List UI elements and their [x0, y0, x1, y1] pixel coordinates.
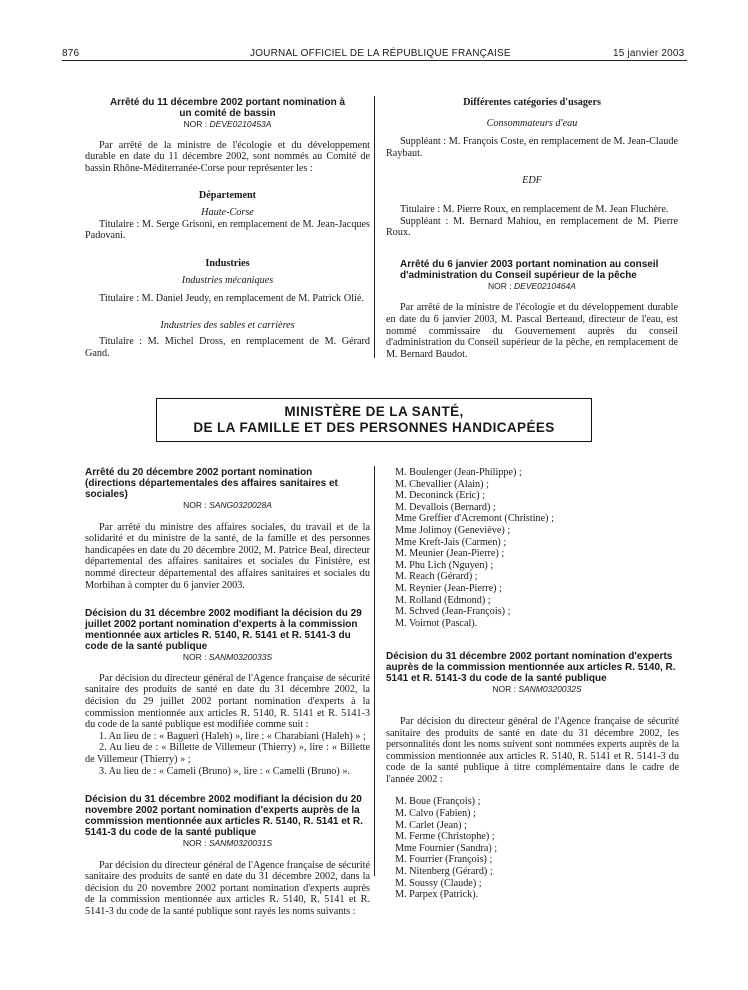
- list-item: M. Schved (Jean-François) ;: [395, 606, 511, 618]
- nor-label: NOR :: [488, 280, 515, 291]
- section-title: Arrêté du 11 décembre 2002 portant nomination à un comité de bassin: [109, 97, 346, 119]
- arrete-11dec-section: [85, 97, 370, 359]
- list-item: 2. Au lieu de : « Billette de Villemeur (Thierry) », lire : « Billette de Villemeur (Thierry) » ;: [85, 742, 370, 765]
- ministry-title-line2: DE LA FAMILLE ET DES PERSONNES HANDICAPÉES: [193, 420, 555, 435]
- nor-code: SANG0320028A: [209, 500, 272, 510]
- list-item: M. Chevallier (Alain) ;: [395, 478, 489, 490]
- list-item: Mme Greffier d'Acremont (Christine) ;: [395, 513, 554, 525]
- list-item: M. Carlet (Jean) ;: [395, 819, 467, 831]
- list-item: M. Ferme (Christophe) ;: [395, 831, 495, 843]
- nor-code: SANM0320032S: [518, 684, 582, 695]
- subheading-italic: Haute-Corse: [201, 206, 254, 218]
- subheading: Industries: [205, 257, 250, 269]
- nor-label: NOR :: [492, 684, 519, 695]
- expert-names-list: [395, 796, 679, 900]
- ministry-title-line1: MINISTÈRE DE LA SANTÉ,: [284, 404, 464, 419]
- section-title: Décision du 31 décembre 2002 portant nomination d'experts auprès de la commission mentionnée aux articles R. 5140, R. 5141 et R. 5141-3 du code de la santé publique: [386, 651, 676, 685]
- health-left-column: [85, 467, 370, 918]
- nor-label: NOR :: [183, 500, 210, 510]
- nor-code: SANM0320031S: [208, 838, 273, 849]
- list-item: M. Soussy (Claude) ;: [395, 877, 482, 889]
- subheading-italic: Consommateurs d'eau: [486, 117, 578, 129]
- paragraph: Par arrêté de la ministre de l'écologie et du développement durable en date du 6 janvier 2003, M. Pascal Berteaud, directeur de l'eau, est nommé commissaire du Gouvernement auprès du conseil d'administration du Conseil supérieur de la pêche, en remplacement de M. Bernard Baudot.: [386, 302, 678, 360]
- paragraph: Par décision du directeur général de l'Agence française de sécurité sanitaire des produits de santé en date du 31 décembre 2002, les personnalités dont les noms suivent sont nommées experts auprès de la commission mentionnée aux articles R. 5140, R. 5141 et R. 5141-3 du code de la santé publique à titre complémentaire dans le cadre de l'année 2002 :: [386, 715, 679, 785]
- paragraph: Titulaire : M. Serge Grisoni, en remplacement de M. Jean-Jacques Padovani.: [85, 218, 370, 242]
- column-divider: [374, 466, 375, 876]
- paragraph: Titulaire : M. Michel Dross, en remplacement de M. Gérard Gand.: [85, 336, 370, 359]
- nor-label: NOR :: [182, 838, 209, 849]
- section-title: Décision du 31 décembre 2002 modifiant la décision du 29 juillet 2002 portant nomination d'experts à la commission mentionnée aux articles R. 5140, R. 5141 et R. 5141-3 du code de la santé publique: [85, 608, 362, 653]
- list-item: M. Boue (François) ;: [395, 796, 481, 808]
- subheading-italic: Industries mécaniques: [181, 275, 274, 287]
- nor-reference: [85, 838, 370, 850]
- list-item: M. Meunier (Jean-Pierre) ;: [395, 548, 505, 560]
- issue-date: 15 janvier 2003: [613, 48, 685, 59]
- list-item: M. Calvo (Fabien) ;: [395, 808, 476, 820]
- list-item: M. Boulenger (Jean-Philippe) ;: [395, 467, 522, 478]
- nor-code: SANM0320033S: [208, 652, 273, 663]
- nor-reference: [85, 500, 370, 512]
- removed-names-list: [395, 467, 679, 629]
- list-item: M. Reynier (Jean-Pierre) ;: [395, 582, 502, 594]
- subheading: Différentes catégories d'usagers: [463, 97, 601, 108]
- ministry-banner: [156, 398, 592, 442]
- section-title: Décision du 31 décembre 2002 modifiant la décision du 20 novembre 2002 portant nomination d'experts auprès de la commission mentionnée aux articles R. 5140, R. 5141 et R. 5141-3 du code de la santé publique: [85, 794, 363, 839]
- nor-reference: [386, 281, 678, 293]
- section-title: Arrêté du 20 décembre 2002 portant nomination (directions départementales des affaires sanitaires et sociales): [85, 467, 338, 500]
- paragraph: Par décision du directeur général de l'Agence française de sécurité sanitaire des produits de santé en date du 31 décembre 2002, dans la décision du 20 novembre 2002 portant nomination d'experts auprès de la commission mentionnée aux articles R. 5140, R. 5141 et R. 5141-3 du code de la santé publique sont rayés les noms suivants :: [85, 859, 370, 918]
- nor-code: DEVE0210464A: [514, 280, 576, 291]
- nor-reference: [395, 684, 679, 696]
- journal-title: JOURNAL OFFICIEL DE LA RÉPUBLIQUE FRANÇAISE: [250, 48, 511, 59]
- paragraph: Suppléant : M. Bernard Mahiou, en remplacement de M. Pierre Roux.: [386, 215, 678, 239]
- nor-code: DEVE0210453A: [209, 119, 272, 129]
- paragraph: Par arrêté de la ministre de l'écologie et du développement durable en date du 11 décembre 2002, sont nommés au Comité de bassin Rhône-Méditerranée-Corse pour représenter les :: [85, 139, 370, 174]
- paragraph: Suppléant : M. François Coste, en remplacement de M. Jean-Claude Raybaut.: [386, 136, 678, 159]
- list-item: M. Voirnot (Pascal).: [395, 617, 478, 629]
- nor-reference: [85, 119, 370, 131]
- list-item: M. Nitenberg (Gérard) ;: [395, 866, 493, 878]
- paragraph: Par décision du directeur général de l'Agence française de sécurité sanitaire des produits de santé en date du 31 décembre 2002, la décision du 29 juillet 2002 portant nomination d'experts à la commission mentionnée aux articles R. 5140, R. 5141 et R. 5141-3 du code de la santé publique est modifiée comme suit :: [85, 672, 370, 731]
- section-title: Arrêté du 6 janvier 2003 portant nomination au conseil d'administration du Conseil supérieur de la pêche: [400, 258, 659, 281]
- list-item: M. Deconinck (Eric) ;: [395, 490, 485, 502]
- subheading-italic: Industries des sables et carrières: [160, 319, 295, 331]
- paragraph: Par arrêté du ministre des affaires sociales, du travail et de la solidarité et du ministre de la santé, de la famille et des personnes handicapées en date du 20 décembre 2002, M. Patrice Beal, directeur départemental des affaires sanitaires et sociales du Finistère, est nommé directeur départemental des affaires sanitaires et sociales du Morbihan à compter du 6 janvier 2003.: [85, 521, 370, 591]
- list-item: Mme Jolimoy (Geneviève) ;: [395, 524, 511, 536]
- paragraph: Titulaire : M. Pierre Roux, en remplacement de M. Jean Fluchère.: [400, 203, 669, 215]
- list-item: M. Parpex (Patrick).: [395, 889, 479, 901]
- list-item: M. Rolland (Edmond) ;: [395, 594, 491, 606]
- list-item: M. Reach (Gérard) ;: [395, 571, 478, 583]
- health-right-column: [386, 467, 679, 901]
- column-divider: [374, 96, 375, 358]
- nor-label: NOR :: [183, 119, 210, 129]
- list-item: Mme Fournier (Sandra) ;: [395, 842, 498, 854]
- page-number: 876: [62, 48, 80, 59]
- nor-label: NOR :: [182, 652, 209, 663]
- list-item: 1. Au lieu de : « Bagueri (Haleh) », lire : « Charabiani (Haleh) » ;: [99, 730, 366, 742]
- subheading-italic: EDF: [522, 175, 542, 187]
- header-rule: [62, 60, 687, 61]
- nor-reference: [85, 652, 370, 664]
- list-item: Mme Kreft-Jais (Carmen) ;: [395, 536, 507, 548]
- usagers-section: [386, 97, 678, 360]
- paragraph: Titulaire : M. Daniel Jeudy, en remplacement de M. Patrick Olié.: [99, 292, 364, 304]
- list-item: M. Devallois (Bernard) ;: [395, 501, 496, 513]
- list-item: 3. Au lieu de : « Cameli (Bruno) », lire : « Camelli (Bruno) ».: [99, 765, 350, 777]
- list-item: M. Phu Lich (Nguyen) ;: [395, 559, 494, 571]
- list-item: M. Fourrier (François) ;: [395, 854, 493, 866]
- subheading: Département: [198, 190, 257, 202]
